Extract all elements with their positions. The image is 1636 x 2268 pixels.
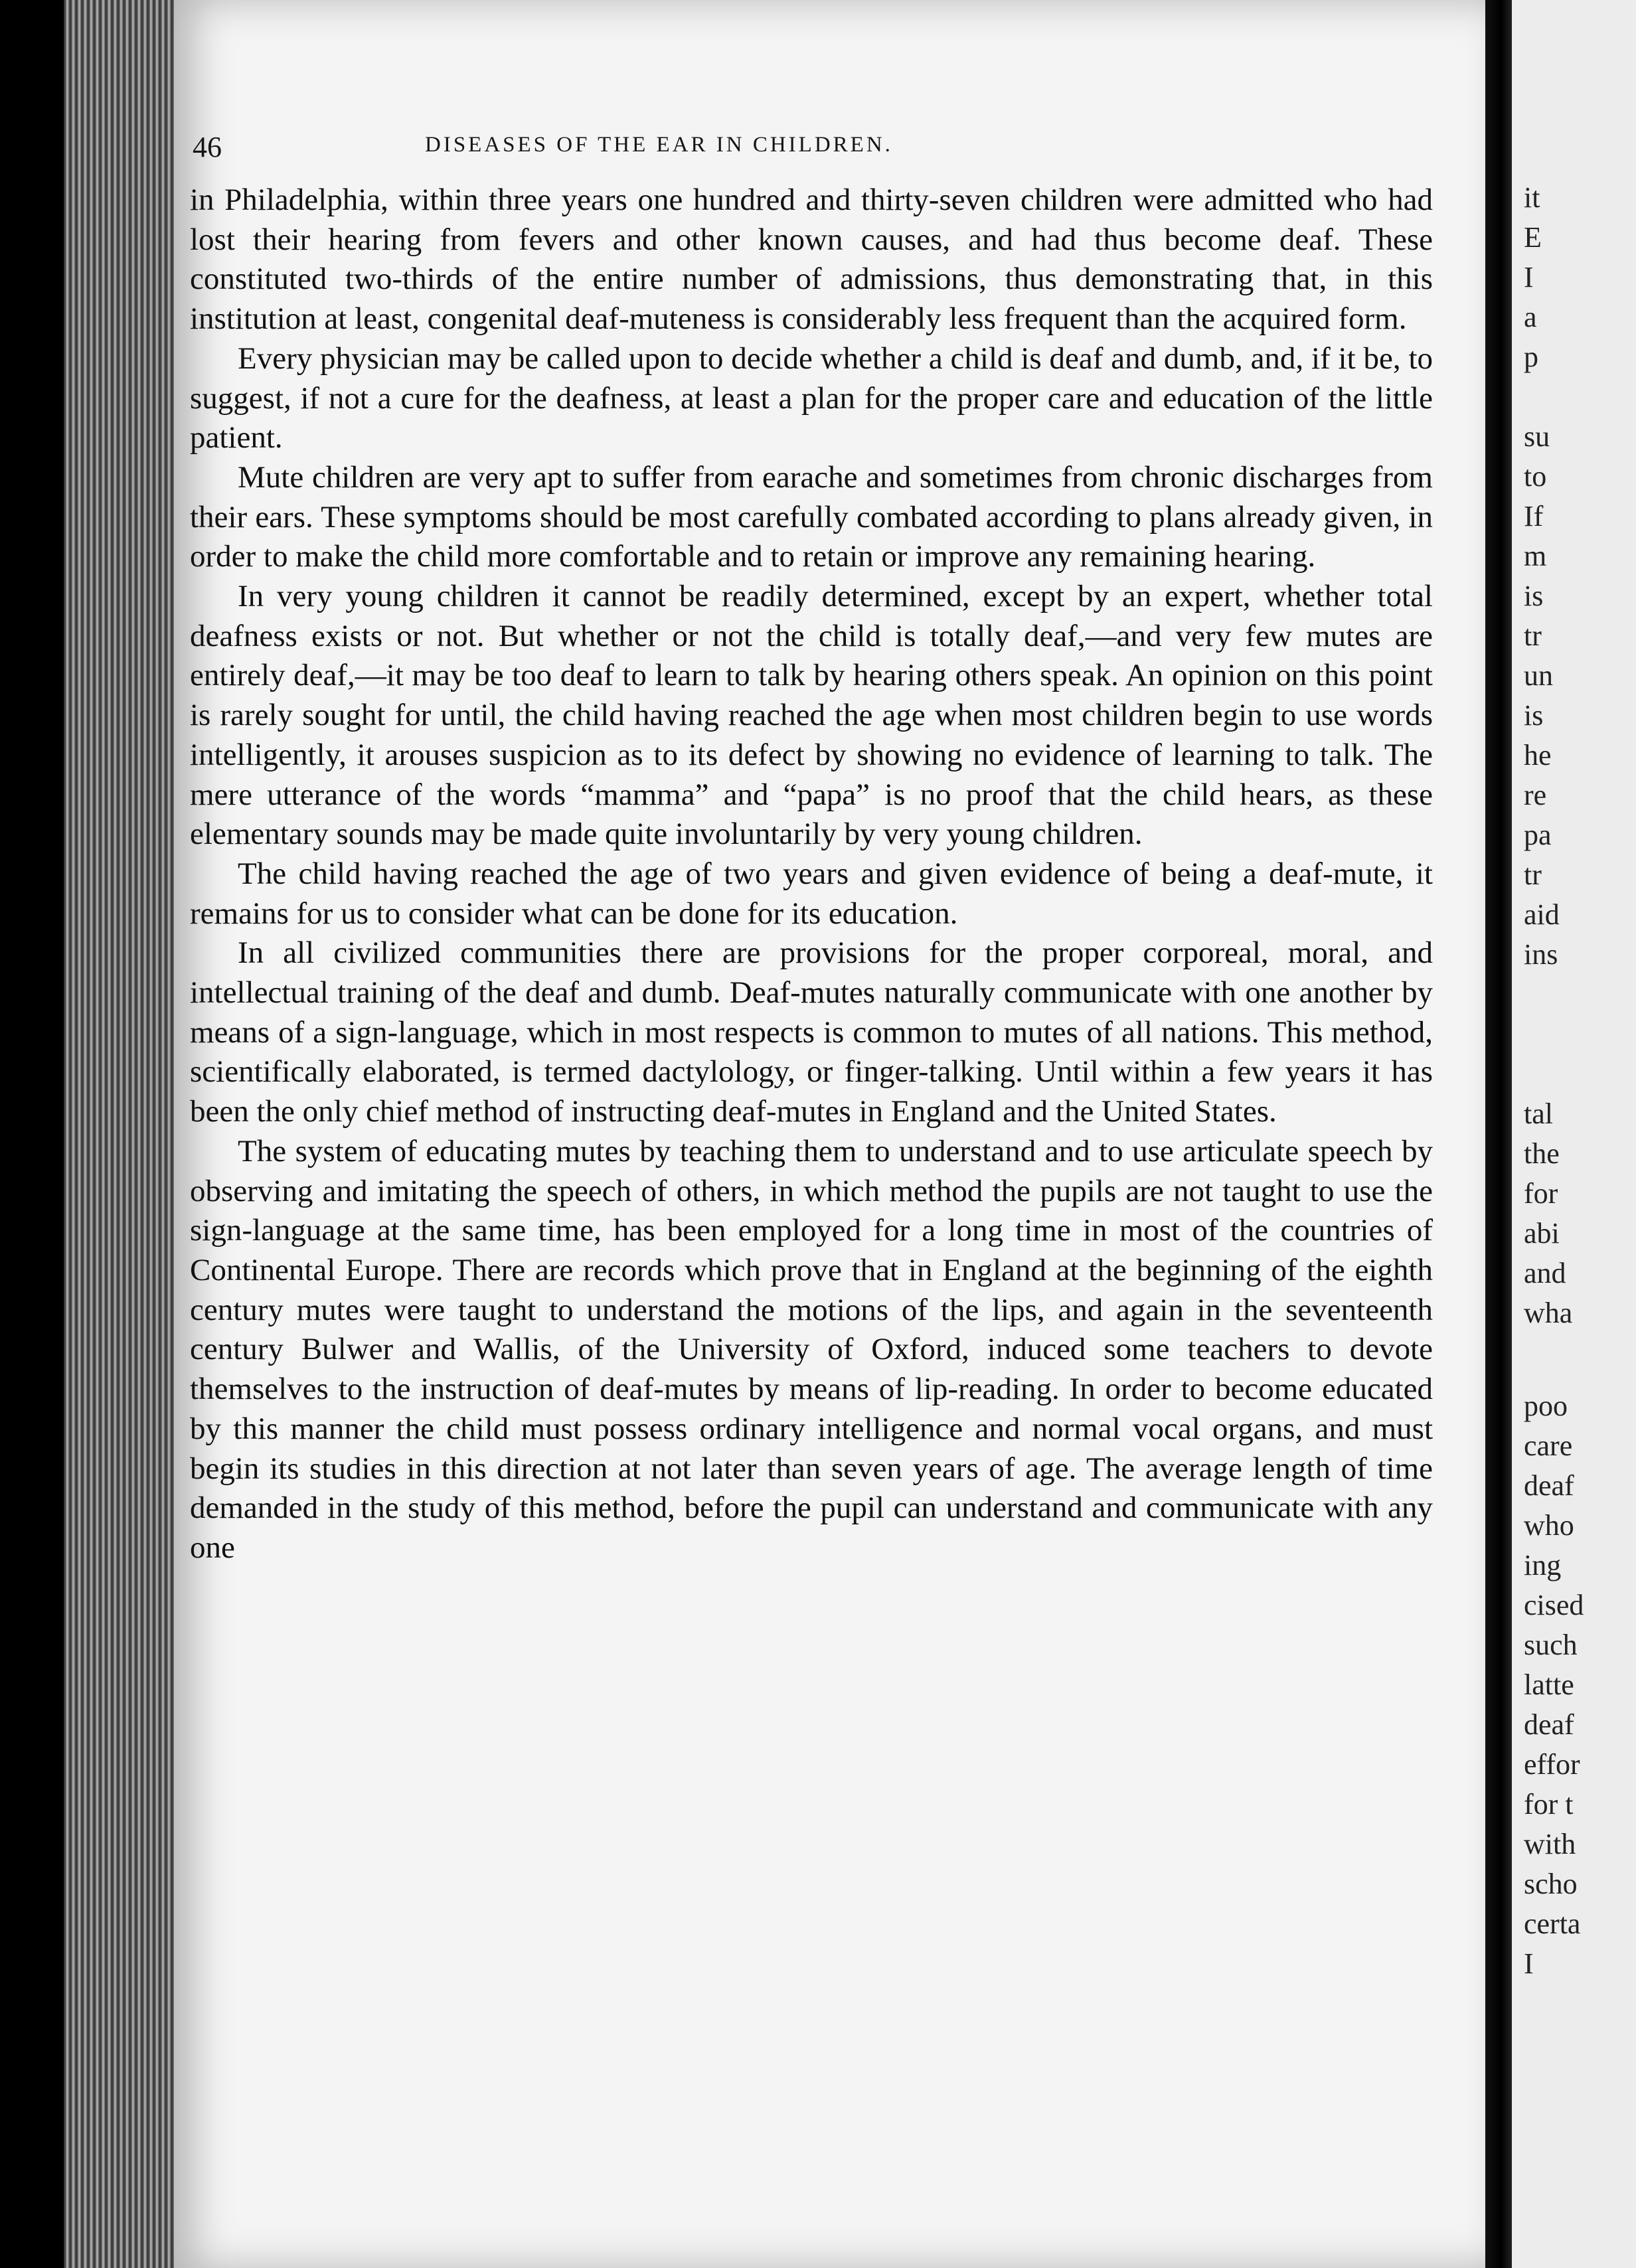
paragraph: In very young children it cannot be readily determined, except by an expert, whether total deafness exists or not. But whether or not the child is totally deaf,—and very few mutes are entirely deaf,—it may be too deaf to learn to talk by hearing others speak. An opinion on this point is rarely sought for until, the child having reached the age when most children begin to use words intelligently, it arouses suspicion as to its defect by showing no evidence of learning to talk. The mere utterance of the words “mamma” and “papa” is no proof that the child hears, as these elementary sounds may be made quite involuntarily by very young children. <box>190 579 1433 852</box>
facing-page-line-fragment: with <box>1524 1828 1576 1860</box>
facing-page-line-fragment: such <box>1524 1629 1578 1661</box>
paragraph: The system of educating mutes by teaching them to understand and to use articulate speech by observing and imitating the speech of others, in which method the pupils are not taught to use the sign-language at the same time, has been employed for a long time in most of the countries of Continental Europe. There are records which prove that in England at the beginning of the eighth century mutes were taught to understand the motions of the lips, and again in the seventeenth century Bulwer and Wallis, of the University of Oxford, induced some teachers to devote themselves to the instruction of deaf-mutes by means of lip-reading. In order to become educated by this manner the child must possess ordinary intelligence and normal vocal organs, and must begin its studies in this direction at not later than seven years of age. The average length of time demanded in the study of this method, before the pupil can understand and communicate with any one <box>190 1133 1433 1565</box>
body-text <box>190 181 1433 1568</box>
facing-page-line-fragment: deaf <box>1524 1708 1574 1741</box>
facing-page-line-fragment: tal <box>1524 1097 1553 1130</box>
facing-page-line-fragment: abi <box>1524 1217 1560 1250</box>
book-gutter <box>1485 0 1512 2268</box>
facing-page-line-fragment: care <box>1524 1429 1573 1462</box>
facing-page-line-fragment: who <box>1524 1509 1574 1542</box>
facing-page-line-fragment: ins <box>1524 938 1558 971</box>
facing-page-line-fragment: su <box>1524 420 1550 453</box>
paragraph: The child having reached the age of two years and given evidence of being a deaf-mute, it remains for us to consider what can be done for its education. <box>190 856 1433 931</box>
facing-page-line-fragment: tr <box>1524 858 1542 891</box>
facing-page-line-fragment: wha <box>1524 1297 1573 1329</box>
facing-page-line-fragment: re <box>1524 779 1547 811</box>
paragraph: Every physician may be called upon to decide whether a child is deaf and dumb, and, if it be, to suggest, if not a cure for the deafness, at least a plan for the proper care and education of the little patient. <box>190 341 1433 455</box>
facing-page-line-fragment: cised <box>1524 1589 1584 1621</box>
facing-page-line-fragment: it <box>1524 181 1540 214</box>
paragraph: In all civilized communities there are provisions for the proper corporeal, moral, and intellectual training of the deaf and dumb. Deaf-mutes naturally communicate with one another by means of a sign-language, which in most respects is common to mutes of all nations. This method, scientifically elaborated, is termed dactylology, or finger-talking. Until within a few years it has been the only chief method of instructing deaf-mutes in England and the United States. <box>190 935 1433 1129</box>
facing-page-line-fragment: effor <box>1524 1748 1580 1781</box>
facing-page-line-fragment: scho <box>1524 1868 1578 1900</box>
paragraph: Mute children are very apt to suffer from earache and sometimes from chronic discharges from their ears. These symptoms should be most carefully combated according to plans already given, in order to make the child more comfortable and to retain or improve any remaining hearing. <box>190 459 1433 574</box>
facing-page-fragment <box>1512 0 1636 2268</box>
facing-page-line-fragment: deaf <box>1524 1469 1574 1502</box>
facing-page-line-fragment: the <box>1524 1137 1560 1170</box>
facing-page-line-fragment: a <box>1524 301 1537 333</box>
facing-page-line-fragment: If <box>1524 500 1544 532</box>
facing-page-line-fragment: latte <box>1524 1668 1574 1701</box>
facing-page-line-fragment: p <box>1524 341 1538 373</box>
facing-page-line-fragment: I <box>1524 261 1534 293</box>
page-number: 46 <box>193 131 222 163</box>
facing-page-line-fragment: is <box>1524 699 1544 732</box>
page-header <box>193 130 1428 177</box>
facing-page-line-fragment: ing <box>1524 1549 1562 1581</box>
facing-page-line-fragment: is <box>1524 580 1544 612</box>
facing-page-line-fragment: pa <box>1524 819 1552 851</box>
facing-page-line-fragment: and <box>1524 1257 1566 1289</box>
facing-page-line-fragment: for t <box>1524 1788 1574 1821</box>
facing-page-line-fragment: for <box>1524 1177 1558 1210</box>
facing-page-line-fragment: E <box>1524 221 1542 254</box>
paragraph-continuation: in Philadelphia, within three years one hundred and thirty-seven children were admitted who had lost their hearing from fevers and other known causes, and had thus become deaf. These constituted two-thirds of the entire number of admissions, thus demonstrating that, in this institution at least, congenital deaf-muteness is considerably less frequent than the acquired form. <box>190 183 1433 337</box>
facing-page-line-fragment: poo <box>1524 1390 1568 1422</box>
facing-page-line-fragment: m <box>1524 540 1547 572</box>
running-title: DISEASES OF THE EAR IN CHILDREN. <box>425 133 893 157</box>
facing-page-line-fragment: to <box>1524 460 1547 493</box>
facing-page-line-fragment: he <box>1524 739 1552 771</box>
facing-page-line-fragment: I <box>1524 1947 1534 1980</box>
facing-page-line-fragment: certa <box>1524 1907 1581 1940</box>
facing-page-line-fragment: tr <box>1524 619 1542 652</box>
facing-page-line-fragment: aid <box>1524 898 1560 931</box>
facing-page-line-fragment: un <box>1524 659 1553 692</box>
book-page-edges <box>64 0 177 2268</box>
